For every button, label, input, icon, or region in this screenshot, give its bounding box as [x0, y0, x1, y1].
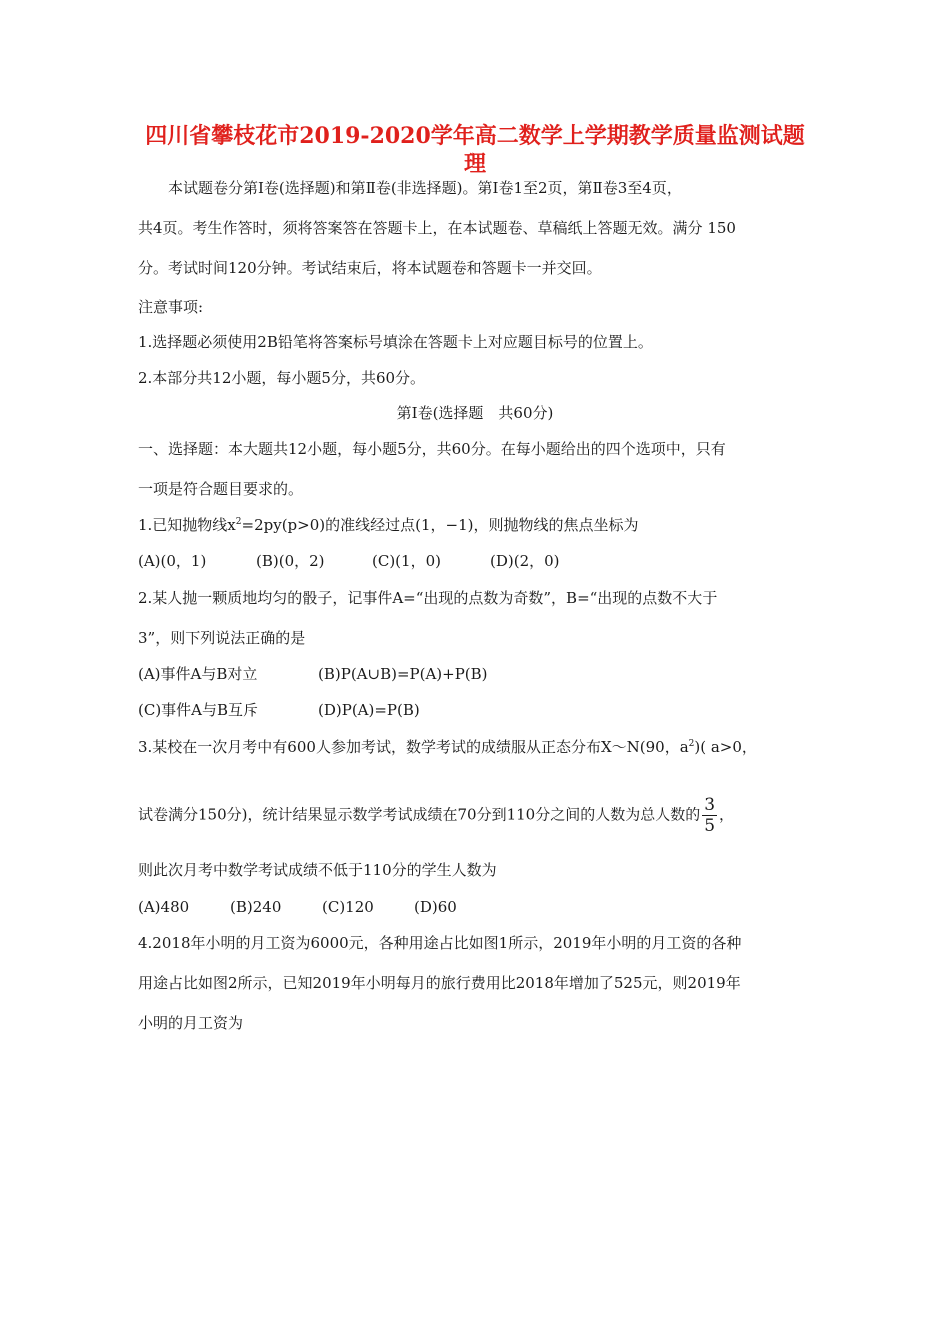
exam-title-line2: 理 — [463, 151, 486, 177]
question-4-stem-1: 4.2018年小明的月工资为6000元，各种用途占比如图1所示，2019年小明的月工资的各种 — [138, 934, 742, 952]
q1-stem-part-a: 1.已知抛物线x — [138, 516, 236, 534]
question-2-options-row-2 — [138, 700, 420, 720]
question-4-stem-3: 小明的月工资为 — [138, 1014, 244, 1032]
q3-stem-part-a: 3.某校在一次月考中有600人参加考试，数学考试的成绩服从正态分布X～N(90，a — [138, 738, 689, 756]
q1-option-c: (C)(1，0) — [372, 552, 441, 570]
fraction-denominator: 5 — [704, 816, 716, 836]
q1-superscript: 2 — [235, 517, 242, 527]
question-1-options — [138, 551, 560, 571]
q1-option-d: (D)(2，0) — [490, 552, 560, 570]
fraction-three-fifths — [702, 795, 717, 836]
q1-stem-part-b: =2py(p>0)的准线经过点(1，−1)，则抛物线的焦点坐标为 — [241, 516, 639, 534]
q1-option-a: (A)(0，1) — [138, 552, 207, 570]
section-heading: 第Ⅰ卷(选择题 共60分) — [396, 404, 554, 422]
intro-line-3: 分。考试时间120分钟。考试结束后，将本试题卷和答题卡一并交回。 — [138, 259, 602, 277]
q3-option-a: (A)480 — [138, 898, 190, 916]
section-intro-2: 一项是符合题目要求的。 — [138, 480, 304, 498]
q2-option-d: (D)P(A)=P(B) — [318, 701, 420, 719]
q3-stem-part-b: )( a>0， — [694, 738, 757, 756]
q3-stem-comma: ， — [719, 805, 735, 824]
q3-option-c: (C)120 — [322, 898, 374, 916]
question-2-stem-1: 2.某人抛一颗质地均匀的骰子，记事件A=“出现的点数为奇数”，B=“出现的点数不大于 — [138, 589, 718, 607]
q2-option-a: (A)事件A与B对立 — [138, 665, 258, 683]
question-1-stem — [138, 515, 638, 535]
notes-heading: 注意事项: — [138, 298, 204, 316]
question-2-options-row-1 — [138, 664, 488, 684]
intro-line-2: 共4页。考生作答时，须将答案答在答题卡上，在本试题卷、草稿纸上答题无效。满分 150 — [138, 219, 736, 237]
question-3-stem-2 — [138, 795, 734, 836]
question-3-stem-3: 则此次月考中数学考试成绩不低于110分的学生人数为 — [138, 861, 497, 879]
exam-title-line1: 四川省攀枝花市2019-2020学年高二数学上学期教学质量监测试题 — [145, 123, 805, 149]
q3-option-b: (B)240 — [230, 898, 282, 916]
note-2: 2.本部分共12小题，每小题5分，共60分。 — [138, 369, 426, 387]
fraction-numerator: 3 — [704, 795, 716, 815]
q3-stem-text: 试卷满分150分)，统计结果显示数学考试成绩在70分到110分之间的人数为总人数的 — [138, 805, 701, 824]
q3-superscript: 2 — [688, 739, 695, 749]
q2-option-c: (C)事件A与B互斥 — [138, 701, 259, 719]
question-3-stem-1 — [138, 737, 757, 757]
question-3-options — [138, 897, 457, 917]
q1-option-b: (B)(0，2) — [256, 552, 325, 570]
q2-option-b: (B)P(A∪B)=P(A)+P(B) — [318, 665, 488, 683]
question-4-stem-2: 用途占比如图2所示，已知2019年小明每月的旅行费用比2018年增加了525元，则2019年 — [138, 974, 741, 992]
note-1: 1.选择题必须使用2B铅笔将答案标号填涂在答题卡上对应题目标号的位置上。 — [138, 333, 653, 351]
exam-title — [100, 122, 850, 178]
q3-option-d: (D)60 — [414, 898, 457, 916]
section-intro-1: 一、选择题：本大题共12小题，每小题5分，共60分。在每小题给出的四个选项中，只有 — [138, 440, 726, 458]
intro-line-1: 本试题卷分第Ⅰ卷(选择题)和第Ⅱ卷(非选择题)。第Ⅰ卷1至2页，第Ⅱ卷3至4页， — [168, 179, 682, 197]
question-2-stem-2: 3”，则下列说法正确的是 — [138, 629, 306, 647]
